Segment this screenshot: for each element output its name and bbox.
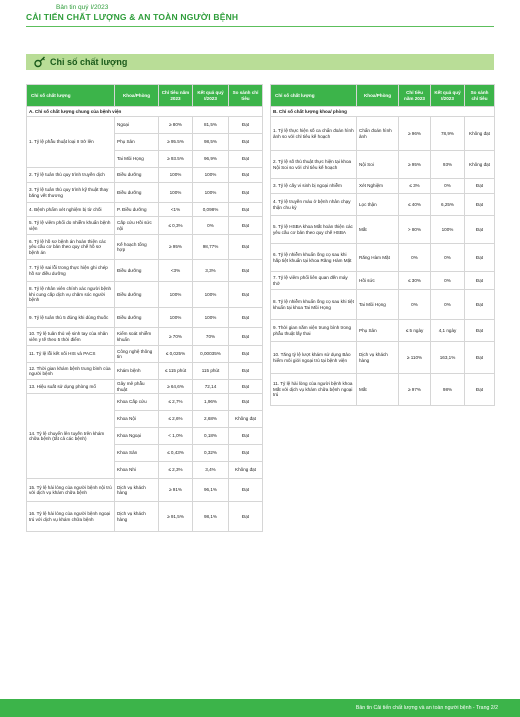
target-value: ≤ 0,43% (159, 445, 193, 462)
comparison-status: Đạt (229, 183, 263, 203)
target-value: ≤ 0,3% (159, 217, 193, 235)
target-value: ≥ 64,6% (159, 380, 193, 394)
department: Cấp cứu Hồi sức nội (115, 217, 159, 235)
section-row (27, 107, 263, 117)
table-row (27, 203, 263, 217)
department: Nội Soi (357, 151, 399, 179)
department: Điều dưỡng (115, 260, 159, 282)
target-value: ≥ 97% (399, 374, 431, 406)
result-value: 0% (431, 290, 465, 320)
comparison-status: Đạt (229, 235, 263, 260)
comparison-status: Không đạt (465, 117, 495, 151)
table-row (271, 272, 495, 290)
table-row (27, 217, 263, 235)
col-header: Kết quả quý I/2023 (193, 85, 229, 107)
department: P. Điều dưỡng (115, 203, 159, 217)
col-header: Chỉ số chất lượng (27, 85, 115, 107)
target-value: ≥ 93.5% (159, 151, 193, 168)
result-value: 100% (193, 168, 229, 183)
result-value: 98% (431, 374, 465, 406)
indicator-name: 16. Tỷ lệ hài lòng của người bệnh ngoại trú với dịch vụ khám chữa bệnh (27, 502, 115, 532)
department: Tai Mũi Họng (357, 290, 399, 320)
indicator-name: 7. Tỷ lệ viêm phổi liên quan đến máy thở (271, 272, 357, 290)
table-row (27, 308, 263, 328)
comparison-status: Đạt (229, 151, 263, 168)
target-value: 100% (159, 183, 193, 203)
header-divider (26, 26, 494, 27)
indicator-name: 8. Tỷ lệ nhiễm khuẩn ống cọ sau khi tiệt khuẩn tại khoa Tai Mũi Họng (271, 290, 357, 320)
comparison-status: Đạt (229, 168, 263, 183)
indicator-name: 13. Hiệu suất sử dụng phòng mổ (27, 380, 115, 394)
indicator-name: 10. Tỷ lệ tuân thủ vệ sinh tay của nhân viên y tế theo 5 thời điểm (27, 328, 115, 346)
comparison-status: Đạt (465, 290, 495, 320)
comparison-status: Không đạt (229, 411, 263, 428)
comparison-status: Đạt (229, 203, 263, 217)
table-row (271, 244, 495, 272)
comparison-status: Không đạt (229, 462, 263, 479)
indicator-name: 2. Tỷ lệ tuân thủ quy trình truyền dịch (27, 168, 115, 183)
col-header: Kết quả quý I/2023 (431, 85, 465, 107)
result-value: 96,1% (193, 479, 229, 502)
table-row (271, 179, 495, 194)
result-value: 81,5% (193, 117, 229, 134)
comparison-status: Đạt (229, 394, 263, 411)
comparison-status: Đạt (229, 380, 263, 394)
department: Hồi sức (357, 272, 399, 290)
section-row (271, 107, 495, 117)
department: Điều dưỡng (115, 282, 159, 308)
table-row (27, 282, 263, 308)
comparison-status: Đạt (229, 308, 263, 328)
table-row (27, 235, 263, 260)
department: Khoa Cấp cứu (115, 394, 159, 411)
target-value: ≤ 2,7% (159, 394, 193, 411)
banner-title: Chỉ số chất lượng (50, 57, 128, 67)
indicator-name: 11. Tỷ lệ lỗi kết nối HIS và PACS (27, 346, 115, 363)
indicator-name: 6. Tỷ lệ hồ sơ bệnh án hoàn thiện các yêu cầu cơ bản theo quy chế hồ sơ bệnh án (27, 235, 115, 260)
indicator-name: 3. Tỷ lệ cấy vi sinh bị ngoại nhiễm (271, 179, 357, 194)
department: Ngoại (115, 117, 159, 134)
department: Điều dưỡng (115, 183, 159, 203)
comparison-status: Đạt (465, 216, 495, 244)
result-value: 72,14 (193, 380, 229, 394)
comparison-status: Đạt (229, 117, 263, 134)
target-value: 0% (399, 244, 431, 272)
target-value: ≥ 80% (159, 117, 193, 134)
comparison-status: Đạt (465, 320, 495, 342)
department: Kiểm soát nhiễm khuẩn (115, 328, 159, 346)
table-row (271, 290, 495, 320)
department: Khoa Nhi (115, 462, 159, 479)
target-value: ≤ 115 phút (159, 363, 193, 380)
table-row (271, 374, 495, 406)
result-value: 0% (431, 179, 465, 194)
department: Điều dưỡng (115, 308, 159, 328)
table-row (271, 151, 495, 179)
department: Dịch vụ khách hàng (115, 502, 159, 532)
table-row (27, 380, 263, 394)
result-value: 93% (431, 151, 465, 179)
target-value: ≥ 91% (159, 479, 193, 502)
target-value: ≥ 91,5% (159, 502, 193, 532)
section-heading: A. Chỉ số chất lượng chung của bệnh viện (27, 107, 263, 117)
table-row (27, 183, 263, 203)
result-value: 78,9% (431, 117, 465, 151)
target-value: ≤ 2,3% (159, 462, 193, 479)
table-row (271, 320, 495, 342)
comparison-status: Đạt (229, 502, 263, 532)
indicator-name: 6. Tỷ lệ nhiễm khuẩn ống cọ sau khi hấp tiệt khuẩn tại khoa Răng Hàm Mặt (271, 244, 357, 272)
target-value: < 1,0% (159, 428, 193, 445)
result-value: 4,1 ngày (431, 320, 465, 342)
target-value: 100% (159, 282, 193, 308)
indicator-name: 14. Tỷ lệ chuyển lên tuyến trên khám chữa bệnh (tất cả các bệnh) (27, 394, 115, 479)
comparison-status: Đạt (229, 428, 263, 445)
result-value: 96,9% (193, 151, 229, 168)
comparison-status: Đạt (465, 374, 495, 406)
indicator-name: 1. Tỷ lệ phẫu thuật loại II trở lên (27, 117, 115, 168)
department: Khoa Nội (115, 411, 159, 428)
department: Xét Nghiệm (357, 179, 399, 194)
target-value: ≤ 0,025% (159, 346, 193, 363)
table-row (271, 216, 495, 244)
result-value: 98,5% (193, 134, 229, 151)
result-value: 2,68% (193, 411, 229, 428)
indicator-name: 4. Bệnh phẩm xét nghiệm bị từ chối (27, 203, 115, 217)
result-value: 98,1% (193, 502, 229, 532)
target-value: 100% (159, 308, 193, 328)
result-value: 163,1% (431, 342, 465, 374)
department: Khám bệnh (115, 363, 159, 380)
comparison-status: Đạt (465, 272, 495, 290)
comparison-status: Không đạt (465, 151, 495, 179)
department: Lọc thận (357, 194, 399, 216)
comparison-status: Đạt (229, 346, 263, 363)
result-value: 0,32% (193, 445, 229, 462)
department: Dịch vụ khách hàng (357, 342, 399, 374)
result-value: 6,25% (431, 194, 465, 216)
result-value: 0% (193, 217, 229, 235)
result-value: 3,4% (193, 462, 229, 479)
bulletin-label: Bản tin quý I/2023 (56, 4, 109, 11)
target-value: ≥ 95.5% (159, 134, 193, 151)
table-row (27, 394, 263, 411)
comparison-status: Đạt (229, 217, 263, 235)
target-value: > 80% (399, 216, 431, 244)
department: Khoa Ngoại (115, 428, 159, 445)
comparison-status: Đạt (229, 445, 263, 462)
department: Phụ Sản (115, 134, 159, 151)
target-value: <3% (159, 260, 193, 282)
indicator-name: 7. Tỷ lệ sai lỗi trong thực hiện ghi chép hồ sơ điều dưỡng (27, 260, 115, 282)
result-value: 0,098% (193, 203, 229, 217)
col-header: Chỉ tiêu năm 2023 (399, 85, 431, 107)
department: Phụ Sản (357, 320, 399, 342)
table-general-indicators (26, 84, 263, 532)
target-value: 100% (159, 168, 193, 183)
target-value: ≤ 40% (399, 194, 431, 216)
indicator-name: 11. Tỷ lệ hài lòng của người bệnh khoa Mắt với dịch vụ khám chữa bệnh ngoại trú (271, 374, 357, 406)
department: Khoa Sản (115, 445, 159, 462)
comparison-status: Đạt (229, 479, 263, 502)
target-value: <1% (159, 203, 193, 217)
table-row (27, 363, 263, 380)
department: Dịch vụ khách hàng (115, 479, 159, 502)
comparison-status: Đạt (229, 282, 263, 308)
result-value: 100% (193, 282, 229, 308)
department: Gây mê phẫu thuật (115, 380, 159, 394)
target-value: ≥ 95% (399, 151, 431, 179)
indicator-name: 4. Tỷ lệ truyền máu ở bệnh nhân chạy thận chu kỳ (271, 194, 357, 216)
comparison-status: Đạt (465, 342, 495, 374)
target-value: ≤ 3% (399, 179, 431, 194)
indicator-name: 2. Tỷ lệ số thủ thuật thực hiện tại khoa Nội Soi so với chỉ tiêu kế hoạch (271, 151, 357, 179)
table-row (271, 117, 495, 151)
department: Tai Mũi Họng (115, 151, 159, 168)
col-header: So sánh chỉ tiêu (465, 85, 495, 107)
table-row (271, 342, 495, 374)
result-value: 0% (431, 244, 465, 272)
department: Kế hoạch tổng hợp (115, 235, 159, 260)
key-icon (34, 56, 46, 68)
table-row (271, 194, 495, 216)
result-value: 0% (431, 272, 465, 290)
table-row (27, 328, 263, 346)
indicator-name: 5. Tỷ lệ HSBA khoa Mắt hoàn thiện các yêu cầu cơ bản theo quy chế HSBA (271, 216, 357, 244)
comparison-status: Đạt (229, 260, 263, 282)
indicator-name: 1. Tỷ lệ thực hiện số ca chẩn đoán hình ảnh so với chỉ tiêu kế hoạch (271, 117, 357, 151)
table-department-indicators (270, 84, 495, 406)
col-header: Khoa/Phòng (357, 85, 399, 107)
result-value: 100% (431, 216, 465, 244)
table-row (27, 346, 263, 363)
table-row (27, 117, 263, 134)
result-value: 1,96% (193, 394, 229, 411)
department: Mắt (357, 374, 399, 406)
result-value: 3,3% (193, 260, 229, 282)
result-value: 100% (193, 183, 229, 203)
table-row (27, 260, 263, 282)
table-row (27, 502, 263, 532)
target-value: 0% (399, 290, 431, 320)
indicator-name: 10. Tăng tỷ lệ lượt khám sử dụng Bảo hiểm môi giới ngoại trú tại bệnh viện (271, 342, 357, 374)
col-header: Chỉ số chất lượng (271, 85, 357, 107)
section-banner (26, 54, 494, 70)
indicator-name: 15. Tỷ lệ hài lòng của người bệnh nội trú với dịch vụ khám chữa bệnh (27, 479, 115, 502)
target-value: ≥ 110% (399, 342, 431, 374)
department: Răng Hàm Mặt (357, 244, 399, 272)
comparison-status: Đạt (465, 244, 495, 272)
table-row (27, 168, 263, 183)
comparison-status: Đạt (229, 328, 263, 346)
comparison-status: Đạt (465, 179, 495, 194)
department: Mắt (357, 216, 399, 244)
department: Công nghệ thông tin (115, 346, 159, 363)
comparison-status: Đạt (229, 134, 263, 151)
department: Chẩn đoán hình ảnh (357, 117, 399, 151)
indicator-name: 9. Thời gian nằm viện trung bình trong phẫu thuật lấy thai (271, 320, 357, 342)
target-value: ≥ 96% (399, 117, 431, 151)
result-value: 0,18% (193, 428, 229, 445)
section-heading: B. Chỉ số chất lượng khoa/ phòng (271, 107, 495, 117)
target-value: ≤ 5 ngày (399, 320, 431, 342)
result-value: 0,00035% (193, 346, 229, 363)
target-value: ≥ 70% (159, 328, 193, 346)
department: Điều dưỡng (115, 168, 159, 183)
comparison-status: Đạt (465, 194, 495, 216)
comparison-status: Đạt (229, 363, 263, 380)
result-value: 98,77% (193, 235, 229, 260)
page-footer: Bản tin Cải tiến chất lượng và an toàn người bệnh - Trang 2/2 (0, 699, 520, 717)
target-value: ≤ 30% (399, 272, 431, 290)
table-row (27, 479, 263, 502)
indicator-name: 9. Tỷ lệ tuân thủ 5 đúng khi dùng thuốc (27, 308, 115, 328)
indicator-name: 5. Tỷ lệ viêm phổi do nhiễm khuẩn bệnh viện (27, 217, 115, 235)
result-value: 100% (193, 308, 229, 328)
col-header: So sánh chỉ tiêu (229, 85, 263, 107)
indicator-name: 3. Tỷ lệ tuân thủ quy trình kỹ thuật thay băng vết thương (27, 183, 115, 203)
indicator-name: 8. Tỷ lệ nhân viên chính xác người bệnh khi cung cấp dịch vụ chăm sóc người bệnh (27, 282, 115, 308)
col-header: Khoa/Phòng (115, 85, 159, 107)
target-value: ≥ 95% (159, 235, 193, 260)
col-header: Chỉ tiêu năm 2023 (159, 85, 193, 107)
target-value: ≤ 2,6% (159, 411, 193, 428)
page-title: CẢI TIẾN CHẤT LƯỢNG & AN TOÀN NGƯỜI BỆNH (26, 12, 239, 22)
indicator-name: 12. Thời gian khám bệnh trung bình của người bệnh (27, 363, 115, 380)
result-value: 70% (193, 328, 229, 346)
result-value: 115 phút (193, 363, 229, 380)
